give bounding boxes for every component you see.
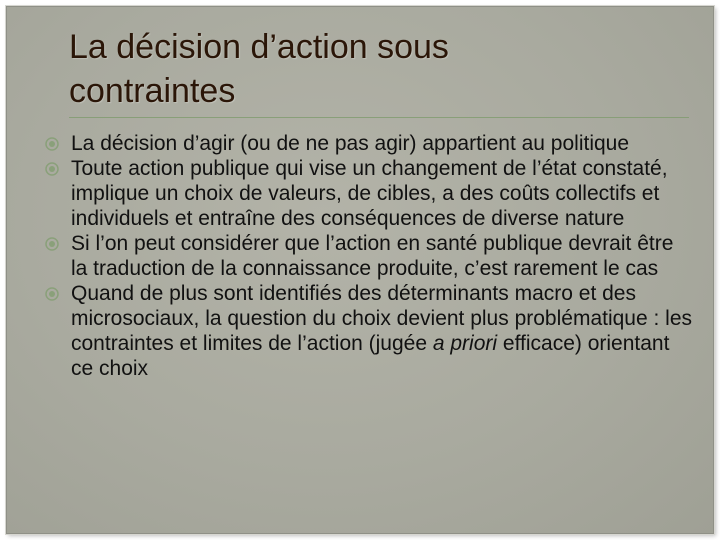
bullet-text-3: Si l’on peut considérer que l’action en santé publique devrait être la traduction de la connaissance produite, c’est rarement le cas xyxy=(71,232,674,280)
bullet-item-1 xyxy=(45,131,695,156)
circle-bullet-icon xyxy=(45,287,59,301)
slide-title-line-1: La décision d’action sous xyxy=(69,28,449,66)
circle-bullet-icon xyxy=(45,237,59,251)
title-divider xyxy=(69,117,689,118)
bullet-item-4 xyxy=(45,281,695,381)
bullet-item-3 xyxy=(45,231,695,281)
circle-bullet-icon xyxy=(45,162,59,176)
slide-title xyxy=(69,25,669,113)
bullet-list xyxy=(45,131,695,381)
bullet-text-4-before: Quand de plus sont identifiés des déterminants macro et des microsociaux, la question du choix devient plus problématique : les contraintes et limites de l’action (jugée xyxy=(71,282,693,355)
bullet-text-4-after: efficace) orientant ce choix xyxy=(71,332,670,380)
bullet-text-4 xyxy=(71,282,692,380)
slide xyxy=(6,6,714,534)
bullet-item-2 xyxy=(45,156,695,231)
bullet-text-1: La décision d’agir (ou de ne pas agir) appartient au politique xyxy=(71,132,630,155)
bullet-text-4-italic: a priori xyxy=(432,332,498,355)
slide-title-line-2: contraintes xyxy=(69,72,236,110)
bullet-text-2: Toute action publique qui vise un changement de l’état constaté, implique un choix de valeurs, de cibles, a des coûts collectifs et individuels et entraîne des conséquences de diverse nature xyxy=(71,157,668,230)
circle-bullet-icon xyxy=(45,137,59,151)
